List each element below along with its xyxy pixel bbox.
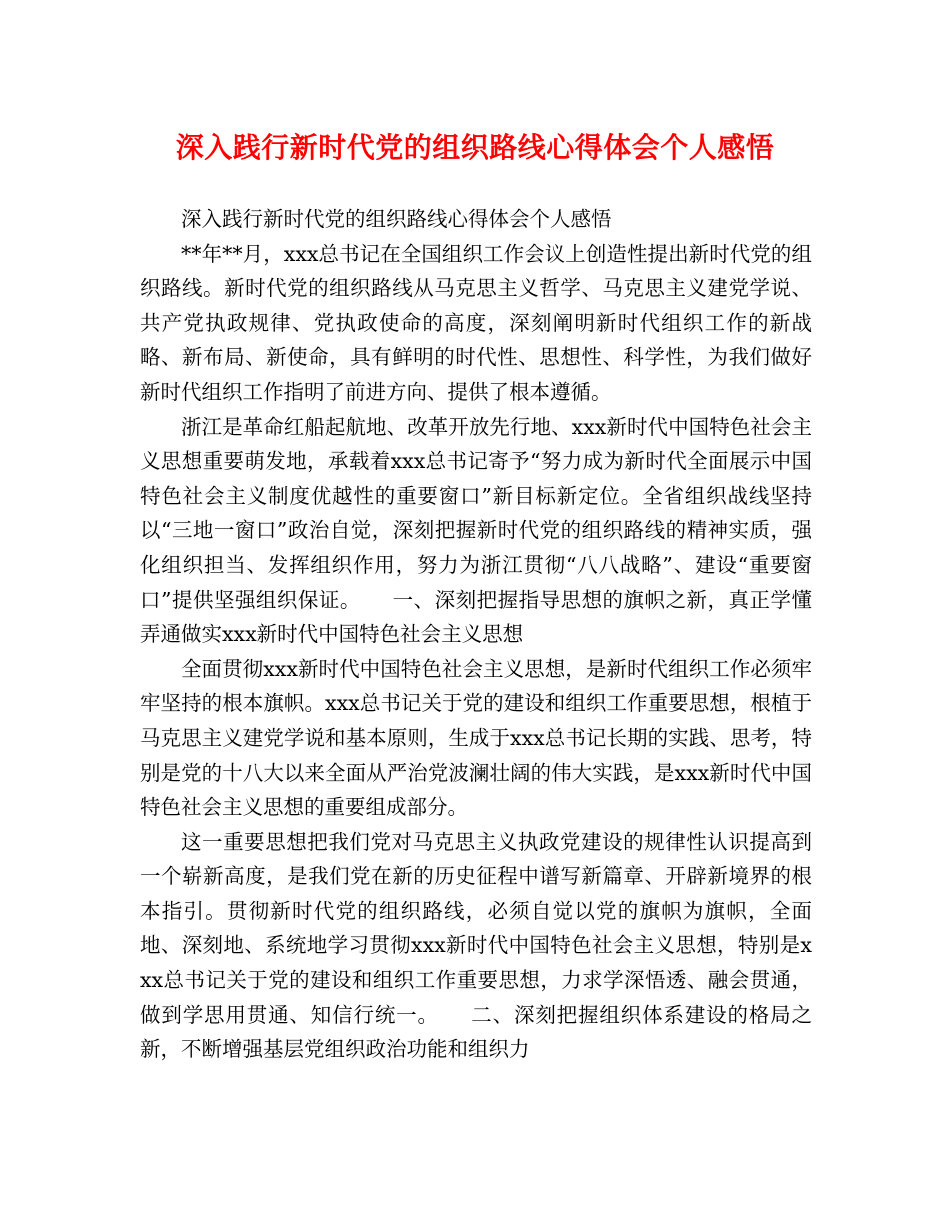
paragraph-guiding-thought: 全面贯彻xxx新时代中国特色社会主义思想，是新时代组织工作必须牢牢坚持的根本旗帜。xxx总书记关于党的建设和组织工作重要思想，根植于马克思主义建党学说和基本原则，生成于xxx总书记长期的实践、思考，特别是党的十八大以来全面从严治党波澜壮阔的伟大实践，是xxx新时代中国特色社会主义思想的重要组成部分。 [140,656,812,820]
paragraph-important-thought: 这一重要思想把我们党对马克思主义执政党建设的规律性认识提高到一个崭新高度，是我们党在新的历史征程中谱写新篇章、开辟新境界的根本指引。贯彻新时代党的组织路线，必须自觉以党的旗帜为旗帜，全面地、深刻地、系统地学习贯彻xxx新时代中国特色社会主义思想，特别是xxx总书记关于党的建设和组织工作重要思想，力求学深悟透、融会贯通，做到学思用贯通、知信行统一。 二、深刻把握组织体系建设的格局之新，不断增强基层党组织政治功能和组织力 [140,829,812,1062]
paragraph-subtitle: 深入践行新时代党的组织路线心得体会个人感悟 [181,207,612,231]
paragraph-intro: **年**月，xxx总书记在全国组织工作会议上创造性提出新时代党的组织路线。新时代党的组织路线从马克思主义哲学、马克思主义建党学说、共产党执政规律、党执政使命的高度，深刻阐明新时代组织工作的新战略、新布局、新使命，具有鲜明的时代性、思想性、科学性，为我们做好新时代组织工作指明了前进方向、提供了根本遵循。 [140,241,812,404]
document-body [140,202,812,1067]
document-title: 深入践行新时代党的组织路线心得体会个人感悟 [175,131,775,164]
paragraph-zhejiang: 浙江是革命红船起航地、改革开放先行地、xxx新时代中国特色社会主义思想重要萌发地，承载着xxx总书记寄予“努力成为新时代全面展示中国特色社会主义制度优越性的重要窗口”新目标新定位。全省组织战线坚持以“三地一窗口”政治自觉，深刻把握新时代党的组织路线的精神实质，强化组织担当、发挥组织作用，努力为浙江贯彻“八八战略”、建设“重要窗口”提供坚强组织保证。 一、深刻把握指导思想的旗帜之新，真正学懂弄通做实xxx新时代中国特色社会主义思想 [140,414,812,647]
